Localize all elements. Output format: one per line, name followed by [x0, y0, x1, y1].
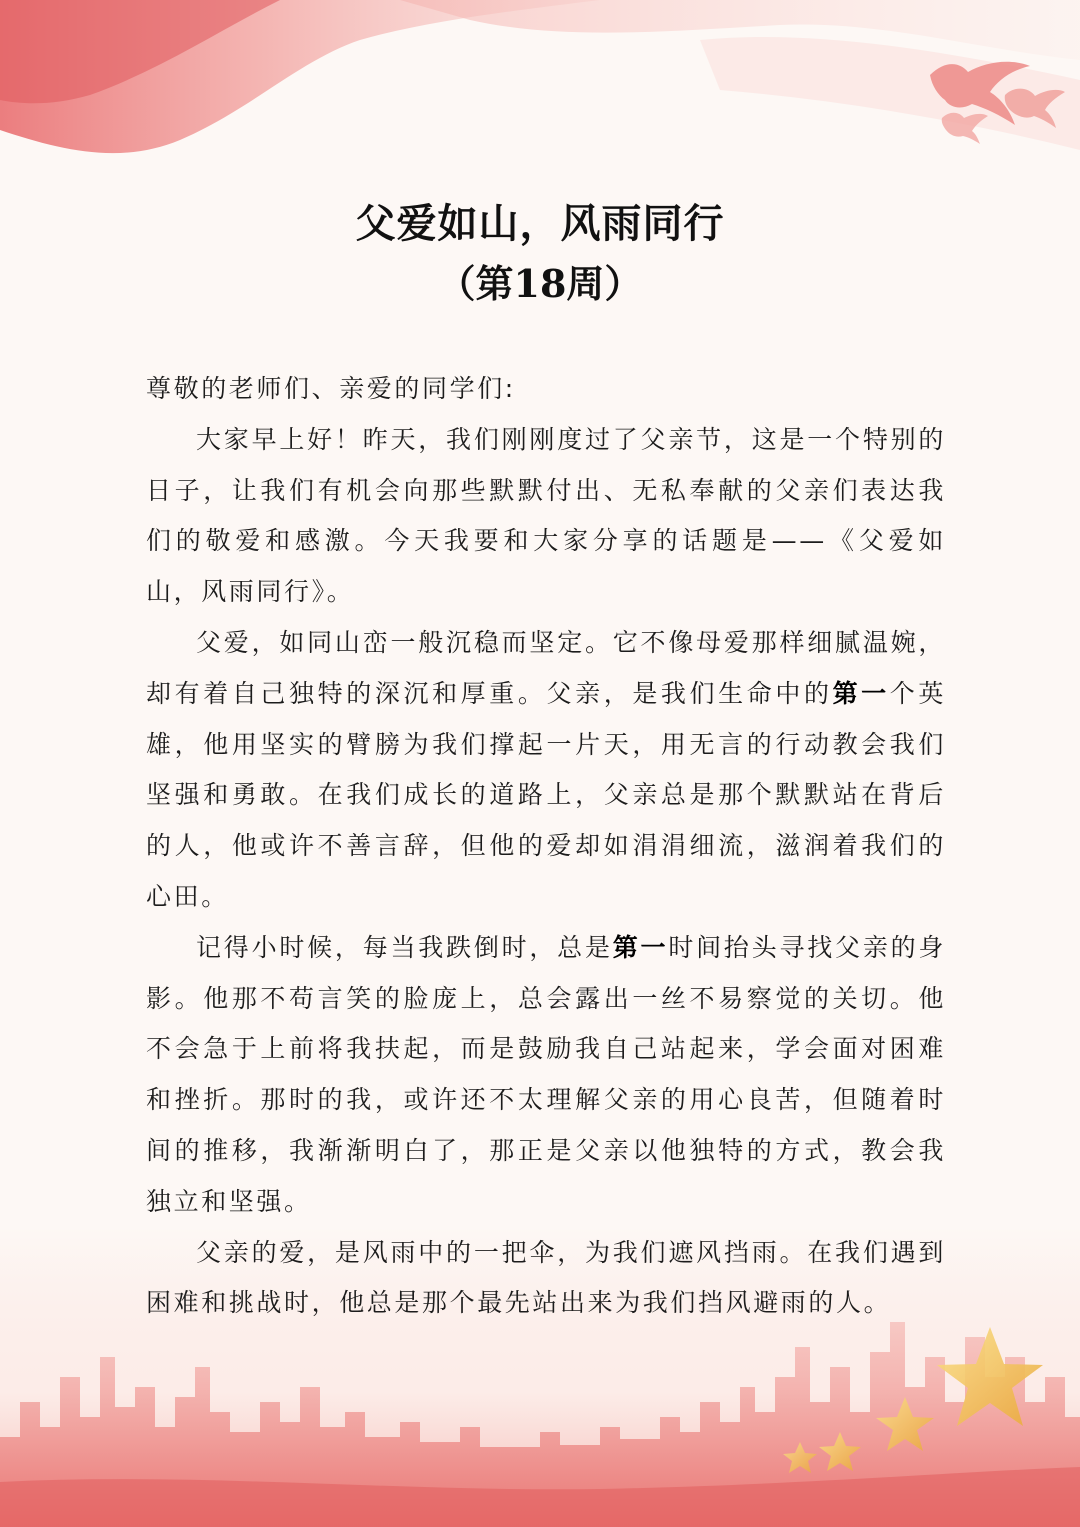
- paragraph-1: 大家早上好！昨天，我们刚刚度过了父亲节，这是一个特别的日子，让我们有机会向那些默默付出、无私奉献的父亲们表达我们的敬爱和感激。今天我要和大家分享的话题是——《父爱如山，风雨同行》。: [146, 424, 946, 607]
- paragraph-3: 记得小时候，每当我跌倒时，总是第一时间抬头寻找父亲的身影。他那不苟言笑的脸庞上，总会露出一丝不易察觉的关切。他不会急于上前将我扶起，而是鼓励我自己站起来，学会面对困难和挫折。那时的我，或许还不太理解父亲的用心良苦，但随着时间的推移，我渐渐明白了，那正是父亲以他独特的方式，教会我独立和坚强。: [146, 932, 946, 1216]
- bold-emphasis: 第一: [612, 932, 669, 962]
- paragraph-4: 父亲的爱，是风雨中的一把伞，为我们遮风挡雨。在我们遇到困难和挑战时，他总是那个最先站出来为我们挡风避雨的人。: [146, 1237, 946, 1318]
- bold-emphasis: 第一: [832, 678, 890, 708]
- speech-body: [146, 364, 946, 1329]
- page-title: 父爱如山，风雨同行: [355, 200, 725, 247]
- page-subtitle: （第18周）: [437, 261, 643, 306]
- paragraph-2: 父爱，如同山峦一般沉稳而坚定。它不像母爱那样细腻温婉，却有着自己独特的深沉和厚重。父亲，是我们生命中的第一个英雄，他用坚实的臂膀为我们撑起一片天，用无言的行动教会我们坚强和勇敢。在我们成长的道路上，父亲总是那个默默站在背后的人，他或许不善言辞，但他的爱却如涓涓细流，滋润着我们的心田。: [146, 627, 947, 911]
- greeting: 尊敬的老师们、亲爱的同学们:: [146, 374, 516, 403]
